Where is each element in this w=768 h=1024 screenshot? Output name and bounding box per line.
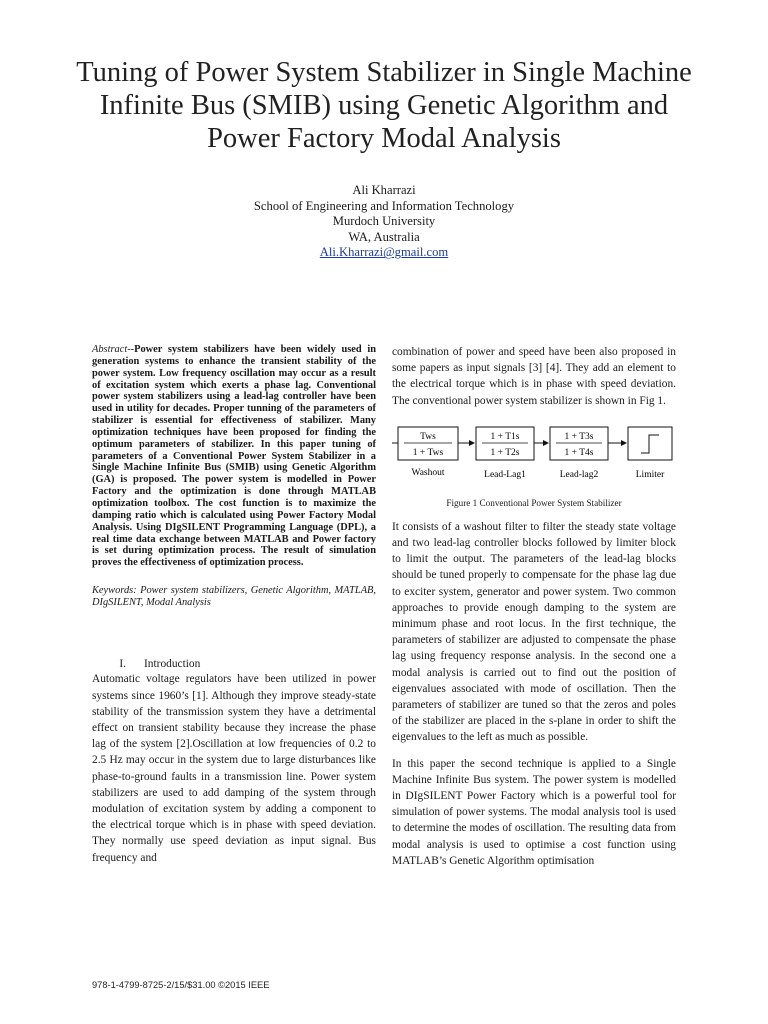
affiliation-line: Murdoch University [332,214,436,229]
lead-lag2-label: Lead-lag2 [559,469,599,480]
lead-lag1-denominator: 1 + T2s [490,447,520,458]
body-paragraph: It consists of a washout filter to filter the steady state voltage and two lead-lag controller blocks followed by limiter block to limit the output. The parameters of the lead-lag blocks should be tuned properly to compensate for the phase lag due to exciter system, generator and power system. Two common approaches to provide enough damping to the system are minimum phase and root locus. In the first technique, the parameters of stabilizer are adjusted to compensate the phase lag using frequency response analysis. In the second one a modal analysis is carried out to find out the position of eigenvalues associated with mode of oscillation. Then the parameters of stabilizer are tuned so that the zeros and poles of the stabilizer are placed in the s-plane in order to shift the eigenvalues to the left as much as possible. [392,520,676,744]
author-email-link[interactable]: Ali.Kharrazi@gmail.com [319,245,449,260]
abstract-lead: Abstract-- [92,344,135,355]
figure-caption: Figure 1 Conventional Power System Stabilizer [446,497,622,508]
figure-1 [392,421,676,493]
body-paragraph: combination of power and speed have been also proposed in some papers as input signals [3] [4]. They add an element to the electrical torque which is in phase with speed deviation. The conventional power system stabilizer is shown in Fig 1. [392,346,676,407]
limiter-block [628,427,672,460]
section-title: Introduction [144,658,201,671]
washout-numerator: Tws [420,431,436,442]
pss-block-diagram [392,421,676,493]
washout-denominator: 1 + Tws [412,447,444,458]
lead-lag1-numerator: 1 + T1s [490,431,520,442]
body-paragraph: In this paper the second technique is applied to a Single Machine Infinite Bus system. The power system is modelled in DIgSILENT Power Factory which is a powerful tool for simulation of power systems. The modal analysis tool is used to determine the modes of oscillation. The resulting data from modal analysis is used to optimise a cost function using MATLAB’s Genetic Algorithm optimisation [392,757,676,867]
right-column [392,344,676,869]
paper-title: Tuning of Power System Stabilizer in Single Machine Infinite Bus (SMIB) using Genetic Algorithm and Power Factory Modal Analysis [76,57,692,154]
author-name: Ali Kharrazi [352,183,416,197]
abstract [92,344,376,569]
lead-lag1-label: Lead-Lag1 [484,469,526,480]
author-block [134,183,634,261]
intro-paragraph: Automatic voltage regulators have been utilized in power systems since 1960’s [1]. Although they improve steady-state stability of the transmission system they have a detrimental effect on transient stability because they increase the phase lag of the system [2].Oscillation at low frequencies of 0.2 to 2.5 Hz may occur in the system due to large disturbances like phase-to-ground faults in a transmission line. Power system stabilizers are used to add damping of the system through modulation of excitation system by adding a component to the electrical torque which is in phase with speed deviation. They normally use speed deviation as input signal. Bus frequency and [92,673,376,864]
copyright-footer: 978-1-4799-8725-2/15/$31.00 ©2015 IEEE [92,980,270,990]
left-column [92,344,376,866]
keywords: Keywords: Power system stabilizers, Genetic Algorithm, MATLAB, DIgSILENT, Modal Analysis [92,585,376,609]
lead-lag2-denominator: 1 + T4s [564,447,594,458]
affiliation-line: WA, Australia [348,229,420,244]
section-number: I. [119,658,126,671]
lead-lag2-numerator: 1 + T3s [564,431,594,442]
affiliation-line: School of Engineering and Information Technology [253,198,515,213]
abstract-text: Power system stabilizers have been widely used in generation systems to enhance the transient stability of the power system. Low frequency oscillation may occur as a result of excitation system which exerts a phase lag. Conventional power system stabilizers using a lead-lag controller have been used in utility for decades. Proper tunning of the parameters of stabilizer is essential for effectiveness of stabilizer. Many optimization techniques have been proposed for finding the optimum parameters of stabilizer. In this paper tuning of parameters of a Conventional Power System Stabilizer in a Single Machine Infinite Bus (SMIB) using Genetic Algorithm (GA) is proposed. The power system is modelled in Power Factory and the optimization is done through MATLAB optimization toolbox. The cost function is to maximize the damping ratio which is calculated using Power Factory Modal Analysis. Using DIgSILENT Programming Language (DPL), a real time data exchange between MATLAB and Power factory is set during optimization process. The result of simulation proves the effectiveness of optimization process. [92,344,376,569]
washout-label: Washout [411,467,445,478]
section-heading [92,657,376,671]
limiter-label: Limiter [635,469,665,480]
